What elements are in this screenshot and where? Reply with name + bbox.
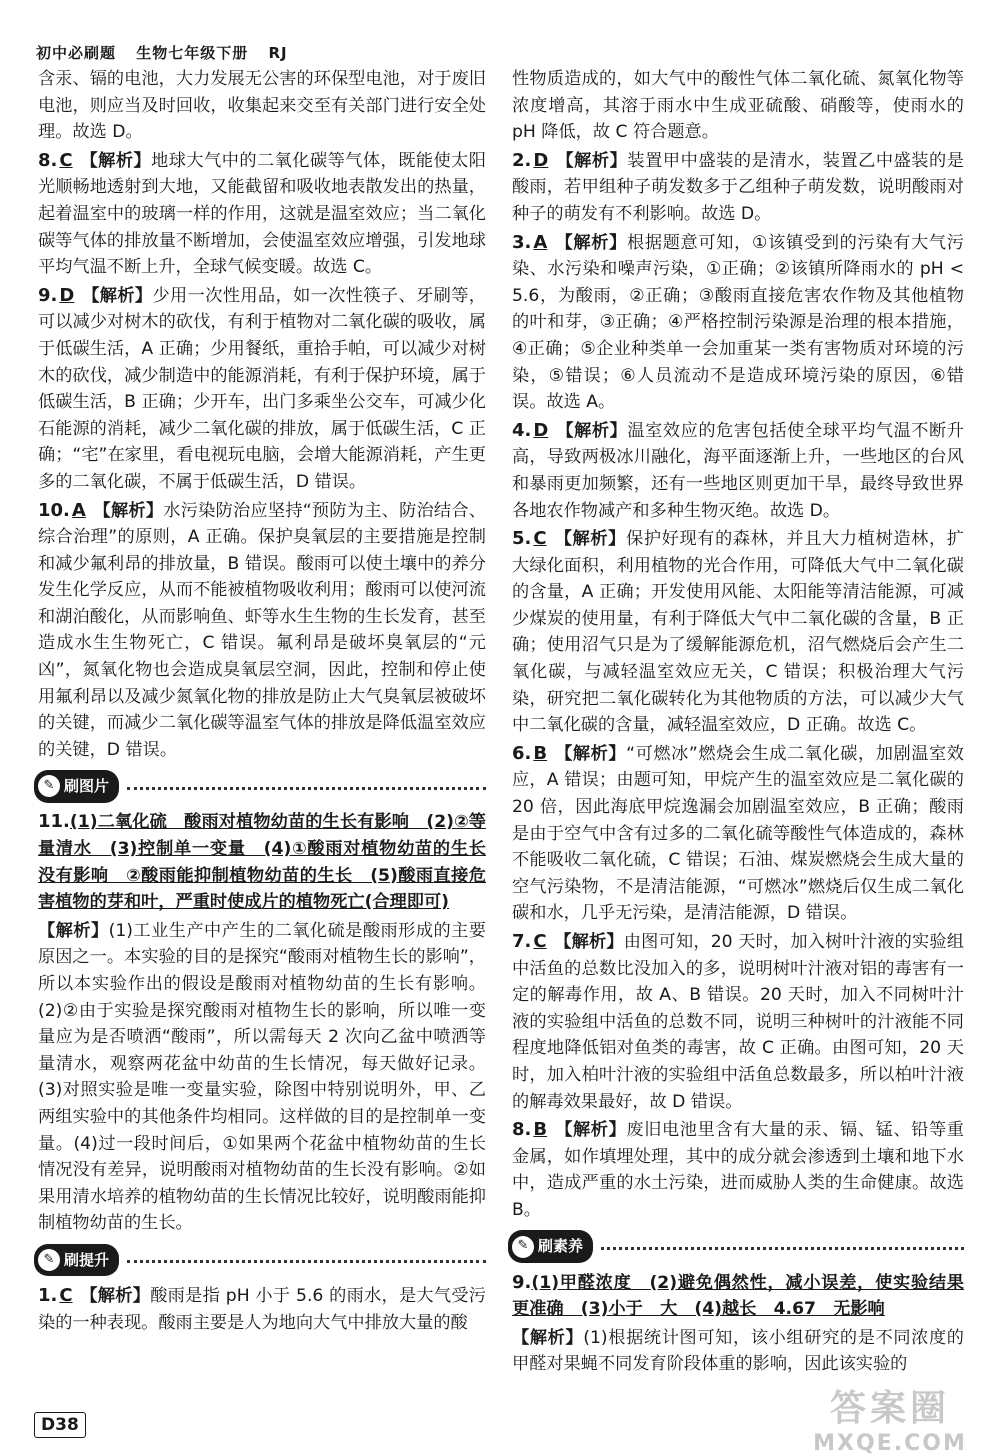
- answer-item-6: [512, 741, 964, 927]
- analysis-11: [38, 918, 486, 1237]
- item-answer: D: [59, 284, 75, 306]
- item-text: 温室效应的危害包括使全球平均气温不断升高，导致两极冰川融化，海平面逐渐上升，一些地区的台风和暴雨更加频繁，还有一些地区则更加干旱，最终导致世界各地农作物减产和多种生物灭绝。故选 D。: [512, 420, 964, 521]
- item-number: 6.: [512, 742, 532, 764]
- analysis-tag: 【解析】: [555, 1120, 627, 1141]
- analysis-tag: 【解析】: [554, 529, 626, 550]
- item-text: 酸雨是指 pH 小于 5.6 的雨水，是大气受污染的一种表现。酸雨主要是人为地向大气中排放大量的酸: [38, 1285, 486, 1333]
- item-answer: D: [533, 149, 549, 171]
- analysis-tag: 【解析】: [554, 932, 624, 952]
- item-number: 5.: [512, 528, 532, 550]
- section-title: 刷素养: [538, 1237, 584, 1256]
- section-badge: [34, 1244, 119, 1277]
- item-answer: A: [71, 499, 86, 521]
- item-answer: A: [533, 231, 548, 253]
- book-title: 初中必刷题: [36, 44, 117, 62]
- dotted-divider: [127, 1260, 486, 1263]
- analysis-tag: 【解析】: [556, 420, 628, 441]
- item-number: 8.: [512, 1119, 532, 1141]
- item-text: “可燃冰”燃烧会生成二氧化碳，加剧温室效应，A 错误；由题可知，甲烷产生的温室效应是二氧化碳的 20 倍，因此海底甲烷逸漏会加剧温室效应，B 正确；酸雨是由于空气中含有过多的二氧化硫等酸性气体造成的，森林不能吸收二氧化硫，C 错误；石油、煤炭燃烧会生成大量的空气污染物，不是清洁能源，“可燃冰”燃烧后仅生成二氧化碳和水，几乎无污染，是清洁能源，D 错误。: [512, 743, 964, 924]
- answer-item-9b: [512, 1270, 964, 1323]
- item-number: 9.: [38, 284, 58, 306]
- item-number: 3.: [512, 231, 532, 253]
- item-text: 废旧电池里含有大量的汞、镉、锰、铅等重金属，如作填埋处理，其中的成分就会渗透到土壤和地下水中，造成严重的水土污染，进而威胁人类的生命健康。故选 B。: [512, 1120, 964, 1220]
- left-column: [38, 66, 486, 1338]
- analysis-tag: 【解析】: [82, 285, 153, 306]
- item-number: 7.: [512, 931, 532, 952]
- continued-text: 性物质造成的，如大气中的酸性气体二氧化硫、氮氧化物等浓度增高，其溶于雨水中生成亚硫酸、硝酸等，使雨水的 pH 降低，故 C 符合题意。: [512, 69, 964, 143]
- answer-item-2: [512, 148, 964, 228]
- item-answer: D: [533, 419, 549, 441]
- item-text: (1)工业生产中产生的二氧化硫是酸雨形成的主要原因之一。本实验的目的是探究“酸雨对植物生长的影响”，所以本实验作出的假设是酸雨对植物幼苗的生长有影响。(2)②由于实验是探究酸雨对植物生长的影响，所以唯一变量应为是否喷洒“酸雨”，所以需每天 2 次向乙盆中喷洒等量清水，观察两花盆中幼苗的生长情况，每天做好记录。(3)对照实验是唯一变量实验，除图中特别说明外，甲、乙两组实验中的其他条件均相同。这样做的目的是控制单一变量。(4)过一段时间后，①如果两个花盆中植物幼苗的生长情况没有差异，说明酸雨对植物幼苗的生长没有影响。②如果用清水培养的植物幼苗的生长情况比较好，说明酸雨能抑制植物幼苗的生长。: [38, 920, 486, 1234]
- watermark-line2: MXQE.COM: [813, 1431, 967, 1456]
- item-text: 少用一次性用品，如一次性筷子、牙刷等，可以减少对树木的砍伐，有利于植物对二氧化碳的吸收，属于低碳生活，A 正确；少用餐纸，重拾手帕，可以减少对树木的砍伐，减少制造中的能源消耗，有利于保护环境，属于低碳生活，B 正确；少开车，出门多乘坐公交车，可减少化石能源的消耗，减少二氧化碳的排放，属于低碳生活，C 正确；“宅”在家里，看电视玩电脑，会增大能源消耗，产生更多的二氧化碳，不属于低碳生活，D 错误。: [38, 285, 486, 492]
- item-number: 8.: [38, 149, 58, 171]
- watermark-logo: [810, 1380, 970, 1456]
- analysis-tag: 【解析】: [512, 1327, 584, 1348]
- item-text: 水污染防治应坚持“预防为主、防治结合、综合治理”的原则，A 正确。保护臭氧层的主要措施是控制和减少氟利昂的排放量，B 错误。酸雨可以使土壤中的养分发生化学反应，从而不能被植物吸收利用；酸雨可以使河流和湖泊酸化，从而影响鱼、虾等水生生物的生长发育，甚至造成水生生物死亡，C 错误。氟利昂是破坏臭氧层的“元凶”，氮氧化物也会造成臭氧层空洞，因此，控制和停止使用氟利昂以及减少氮氧化物的排放是防止大气臭氧层被破坏的关键，而减少二氧化碳等温室气体的排放是降低温室效应的关键，D 错误。: [38, 500, 486, 760]
- brush-icon: ✎: [38, 1249, 60, 1271]
- item-number: 11.: [38, 811, 70, 833]
- analysis-tag: 【解析】: [80, 1285, 151, 1306]
- answer-item-10: [38, 498, 486, 764]
- answer-item-5: [512, 526, 964, 739]
- item-answer: C: [533, 528, 547, 550]
- item-text: 由图可知，20 天时，加入树叶汁液的实验组中活鱼的总数比没加入的多，说明树叶汁液对铝的毒害有一定的解毒作用，故 A、B 错误。20 天时，加入不同树叶汁液的实验组中活鱼的总数不同，说明三种树叶的汁液能不同程度地降低铝对鱼类的毒害，故 C 正确。由图可知，20 天时，加入柏叶汁液的实验组中活鱼总数最多，所以柏叶汁液的解毒效果最好，故 D 错误。: [512, 932, 964, 1112]
- answer-item-7: [512, 929, 964, 1115]
- watermark-line1: 答案圈: [829, 1388, 950, 1429]
- subject-title: 生物七年级下册: [136, 44, 249, 62]
- brush-icon: ✎: [512, 1236, 534, 1258]
- answer-item-11: [38, 809, 486, 915]
- answer-item-4: [512, 418, 964, 524]
- right-column: [512, 66, 964, 1380]
- page-number: D38: [34, 1412, 86, 1438]
- item-number: 4.: [512, 419, 532, 441]
- analysis-tag: 【解析】: [556, 150, 628, 171]
- answer-item-8: [38, 148, 486, 281]
- item-answer: C: [59, 1284, 73, 1306]
- item-answer: C: [59, 149, 73, 171]
- analysis-tag: 【解析】: [555, 743, 627, 764]
- analysis-9b: [512, 1325, 964, 1378]
- item-number: 1.: [38, 1284, 58, 1306]
- item-answer: (1)甲醛浓度 (2)避免偶然性，减小误差，使实验结果更准确 (3)小于 大 (4)越长 4.67 无影响: [512, 1272, 964, 1320]
- item-number: 9.: [512, 1271, 532, 1293]
- analysis-tag: 【解析】: [38, 920, 109, 941]
- section-title: 刷提升: [64, 1250, 110, 1269]
- dotted-divider: [127, 787, 486, 790]
- page-header: [36, 42, 302, 63]
- item-answer: (1)二氧化硫 酸雨对植物幼苗的生长有影响 (2)②等量清水 (3)控制单一变量 (4)①酸雨对植物幼苗的生长没有影响 ②酸雨能抑制植物幼苗的生长 (5)酸雨直接危害植物的芽和叶，严重时使成片的植物死亡(合理即可): [38, 812, 486, 913]
- item-number: 10.: [38, 499, 70, 521]
- item-text: (1)根据统计图可知，该小组研究的是不同浓度的甲醛对果蝇不同发育阶段体重的影响，因此该实验的: [512, 1327, 964, 1375]
- item-answer: C: [533, 931, 547, 952]
- item-number: 2.: [512, 149, 532, 171]
- analysis-tag: 【解析】: [93, 500, 164, 521]
- edition-label: RJ: [268, 44, 288, 62]
- answer-item-3: [512, 230, 964, 416]
- item-text: 保护好现有的森林，并且大力植树造林，扩大绿化面积，利用植物的光合作用，可降低大气中二氧化碳的含量，A 正确；开发使用风能、太阳能等清洁能源，可减少煤炭的使用量，有利于降低大气中二氧化碳的含量，B 正确；使用沼气只是为了缓解能源危机，沼气燃烧后会产生二氧化碳，与减轻温室效应无关，C 错误；积极治理大气污染，研究把二氧化碳转化为其他物质的方法，可以减少大气中二氧化碳的含量，减轻温室效应，D 正确。故选 C。: [512, 529, 964, 736]
- answer-item-1: [38, 1283, 486, 1336]
- item-answer: B: [533, 1119, 548, 1141]
- section-badge: [508, 1230, 593, 1263]
- item-answer: B: [533, 742, 548, 764]
- item-text: 地球大气中的二氧化碳等气体，既能使太阳光顺畅地透射到大地，又能截留和吸收地表散发出的热量，起着温室中的玻璃一样的作用，这就是温室效应；当二氧化碳等气体的排放量不断增加，会使温室效应增强，引发地球平均气温不断上升，全球气候变暖。故选 C。: [38, 150, 486, 278]
- section-badge: [34, 770, 119, 803]
- dotted-divider: [601, 1247, 964, 1250]
- section-header-tupian: [34, 769, 486, 803]
- brush-icon: ✎: [38, 775, 60, 797]
- section-title: 刷图片: [64, 777, 110, 796]
- analysis-tag: 【解析】: [555, 232, 627, 253]
- section-header-tisheng: [34, 1243, 486, 1277]
- section-header-suyang: [508, 1230, 964, 1264]
- item-text: 根据题意可知，①该镇受到的污染有大气污染、水污染和噪声污染，①正确；②该镇所降雨水的 pH < 5.6，为酸雨，②正确；③酸雨直接危害农作物及其他植物的叶和芽，③正确；④严格控制污染源是治理的根本措施，④正确；⑤企业种类单一会加重某一类有害物质对环境的污染，⑤错误；⑥人员流动不是造成环境污染的原因，⑥错误。故选 A。: [512, 232, 964, 413]
- continued-text: 含汞、镉的电池，大力发展无公害的环保型电池，对于废旧电池，则应当及时回收，收集起来交至有关部门进行安全处理。故选 D。: [38, 69, 486, 143]
- answer-item-9: [38, 283, 486, 496]
- item-text: 装置甲中盛装的是清水，装置乙中盛装的是酸雨，若甲组种子萌发数多于乙组种子萌发数，说明酸雨对种子的萌发有不利影响。故选 D。: [512, 150, 964, 224]
- answer-item-8b: [512, 1117, 964, 1223]
- analysis-tag: 【解析】: [80, 150, 152, 171]
